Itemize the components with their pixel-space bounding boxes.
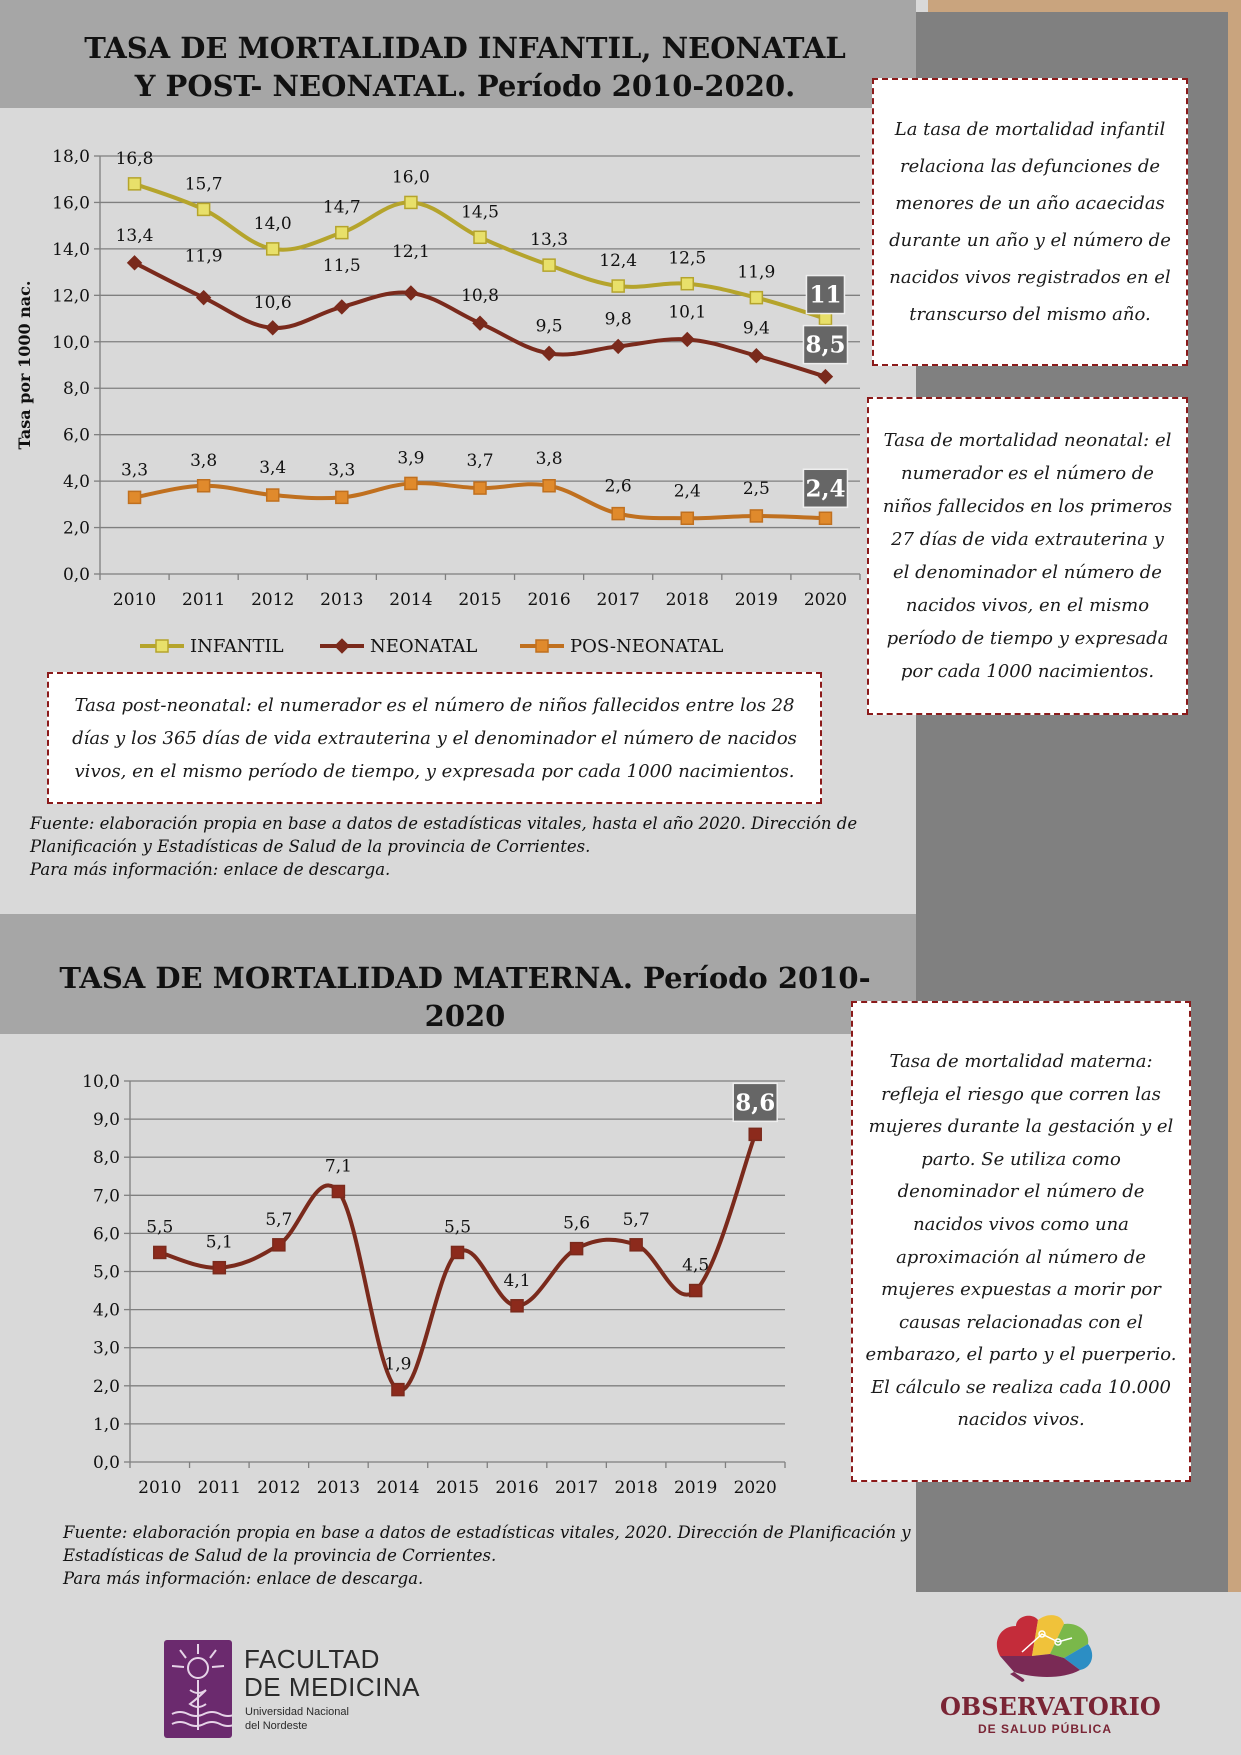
y-tick-label: 8,0 (62, 379, 90, 400)
data-label: 3,3 (328, 460, 356, 481)
y-tick-label: 12,0 (52, 286, 90, 307)
data-point (128, 256, 142, 270)
data-point (404, 286, 418, 300)
title-1-line-2: Y POST- NEONATAL. Período 2010-2020. (134, 68, 796, 103)
x-tick-label: 2018 (665, 590, 709, 610)
data-label: 9,8 (604, 309, 632, 330)
y-tick-label: 16,0 (52, 193, 90, 214)
source-1-line-3: Para más información: enlace de descarga. (30, 860, 391, 879)
logo-observatorio (940, 1608, 1161, 1738)
data-label: 10,8 (461, 286, 499, 307)
x-tick-label: 2020 (803, 590, 848, 610)
series-line-0 (160, 1134, 755, 1390)
facultad-line-2: DE MEDICINA (244, 1672, 420, 1702)
data-label: 5,5 (146, 1217, 174, 1238)
data-label: 10,6 (253, 292, 292, 313)
data-point (681, 512, 693, 524)
data-label: 14,7 (322, 197, 361, 218)
data-label: 3,7 (466, 451, 494, 472)
data-point (335, 300, 349, 314)
y-tick-label: 7,0 (92, 1186, 120, 1207)
data-label: 2,6 (604, 476, 632, 497)
legend-marker (536, 640, 548, 652)
decor-line-right (1228, 0, 1241, 1592)
data-point (612, 280, 624, 292)
data-point (819, 313, 831, 325)
y-tick-label: 5,0 (92, 1262, 120, 1283)
data-point (273, 1239, 285, 1251)
data-label: 10,1 (668, 302, 707, 323)
data-label: 12,4 (599, 251, 638, 272)
data-point (474, 482, 486, 494)
x-tick-label: 2020 (733, 1478, 777, 1498)
data-label: 1,9 (384, 1354, 412, 1375)
x-tick-label: 2015 (458, 590, 502, 610)
x-tick-label: 2016 (527, 590, 571, 610)
data-point (543, 259, 555, 271)
data-label: 9,5 (535, 316, 563, 337)
data-label: 11,9 (737, 262, 776, 283)
x-tick-label: 2016 (495, 1478, 539, 1498)
data-label: 13,3 (530, 230, 569, 251)
data-point (266, 321, 280, 335)
y-tick-label: 6,0 (92, 1224, 120, 1245)
data-label: 9,4 (742, 318, 770, 339)
legend-label: INFANTIL (190, 636, 284, 657)
data-label: 5,1 (205, 1232, 233, 1253)
data-label: 15,7 (184, 174, 223, 195)
note-neonatal-text: Tasa de mortalidad neonatal: el numerador es el número de niños fallecidos en los primeros 27 días de vida extrauterina y el denominador el número de nacidos vivos, en el mismo período de tiempo y expresada por cada 1000 nacimientos. (882, 430, 1173, 682)
title-2-text: TASA DE MORTALIDAD MATERNA. Período 2010-2020 (59, 961, 871, 1033)
data-point (681, 278, 693, 290)
note-postneonatal (47, 672, 822, 804)
x-tick-label: 2019 (734, 590, 778, 610)
facultad-emblem-icon (164, 1640, 232, 1738)
y-tick-label: 4,0 (92, 1300, 120, 1321)
x-tick-label: 2019 (674, 1478, 718, 1498)
facultad-sub-2: del Nordeste (245, 1720, 308, 1732)
data-label: 2,4 (673, 481, 701, 502)
data-label: 14,5 (461, 202, 499, 223)
observatorio-brain-icon (992, 1612, 1096, 1682)
data-point (267, 489, 279, 501)
data-point (129, 178, 141, 190)
x-tick-label: 2015 (435, 1478, 480, 1498)
legend-marker (156, 640, 168, 652)
x-tick-label: 2013 (316, 1478, 361, 1498)
y-tick-label: 4,0 (62, 472, 90, 493)
observatorio-line-2: DE SALUD PÚBLICA (977, 1722, 1112, 1736)
page-title-1 (40, 30, 890, 105)
data-label: 5,6 (563, 1213, 591, 1234)
data-point (392, 1384, 404, 1396)
data-label: 5,7 (622, 1209, 650, 1230)
data-point (213, 1262, 225, 1274)
x-tick-label: 2014 (376, 1478, 420, 1498)
source-1-line-1: Fuente: elaboración propia en base a datos de estadísticas vitales, hasta el año 2020. Dirección de (30, 814, 858, 833)
data-label: 3,3 (121, 460, 149, 481)
data-label-badge: 8,5 (805, 331, 846, 359)
data-label-badge: 2,4 (805, 475, 846, 503)
source-2-line-3: Para más información: enlace de descarga. (63, 1569, 424, 1588)
note-materna (851, 1001, 1191, 1482)
data-label: 3,9 (397, 448, 425, 469)
data-point (630, 1239, 642, 1251)
data-point (336, 227, 348, 239)
source-2-line-2: Estadísticas de Salud de la provincia de Corrientes. (63, 1546, 497, 1565)
data-point (198, 480, 210, 492)
legend-marker (335, 639, 349, 653)
x-tick-label: 2012 (257, 1478, 301, 1498)
note-postneonatal-text: Tasa post-neonatal: el numerador es el número de niños fallecidos entre los 28 días y los 365 días de vida extrauterina y el denominador el número de nacidos vivos, en el mismo período de tiempo, y expresada por cada 1000 nacimientos. (72, 694, 797, 782)
data-label: 5,7 (265, 1209, 293, 1230)
x-tick-label: 2010 (138, 1478, 182, 1498)
y-tick-label: 9,0 (92, 1110, 120, 1131)
data-point (571, 1243, 583, 1255)
data-label: 11,9 (184, 246, 223, 267)
data-point (749, 349, 763, 363)
data-point (749, 1128, 761, 1140)
data-label: 14,0 (253, 213, 292, 234)
data-point (542, 346, 556, 360)
y-tick-label: 0,0 (92, 1453, 120, 1473)
note-materna-text: Tasa de mortalidad materna: refleja el riesgo que corren las mujeres durante la gestación y el parto. Se utiliza como denominador el número de nacidos vivos como una aproximación al número de mujeres expuestas a morir por causas relacionadas con el embarazo, el parto y el puerperio. El cálculo se realiza cada 10.000 nacidos vivos. (865, 1050, 1177, 1431)
data-point (405, 477, 417, 489)
x-tick-label: 2012 (251, 590, 295, 610)
data-point (332, 1185, 344, 1197)
x-tick-label: 2013 (320, 590, 364, 610)
data-label: 7,1 (324, 1156, 352, 1177)
y-tick-label: 10,0 (82, 1072, 120, 1092)
data-point (474, 231, 486, 243)
data-label: 3,4 (259, 458, 287, 479)
note-infantil (872, 78, 1188, 366)
chart-mortalidad-infantil (0, 110, 910, 670)
logo-facultad-medicina (164, 1640, 464, 1740)
x-tick-label: 2010 (112, 590, 157, 610)
source-1-line-2: Planificación y Estadísticas de Salud de la provincia de Corrientes. (30, 837, 591, 856)
data-label: 16,0 (391, 167, 430, 188)
data-point (405, 196, 417, 208)
data-label: 3,8 (190, 450, 218, 471)
data-point (680, 332, 694, 346)
data-point (750, 510, 762, 522)
data-label: 12,5 (668, 248, 707, 269)
x-tick-label: 2011 (197, 1478, 241, 1498)
page-title-2 (20, 960, 910, 1035)
facultad-sub-1: Universidad Nacional (245, 1706, 349, 1718)
note-neonatal (867, 397, 1188, 715)
y-tick-label: 14,0 (52, 239, 90, 260)
data-point (473, 316, 487, 330)
legend-label: NEONATAL (370, 636, 478, 657)
source-2 (63, 1521, 913, 1590)
data-point (129, 491, 141, 503)
data-point (690, 1285, 702, 1297)
separator-band (0, 914, 916, 918)
observatorio-line-1: OBSERVATORIO (940, 1692, 1161, 1721)
data-point (511, 1300, 523, 1312)
x-tick-label: 2014 (389, 590, 433, 610)
facultad-line-1: FACULTAD (244, 1644, 380, 1674)
data-label: 13,4 (115, 225, 154, 246)
data-label: 12,1 (391, 242, 430, 263)
data-point (819, 512, 831, 524)
data-label: 4,1 (503, 1270, 531, 1291)
note-infantil-text: La tasa de mortalidad infantil relaciona las defunciones de menores de un año acaecidas durante un año y el número de nacidos vivos registrados en el transcurso del mismo año. (889, 119, 1171, 325)
chart-mortalidad-materna (0, 1040, 860, 1510)
data-label-badge: 11 (809, 281, 842, 309)
data-label: 5,5 (443, 1217, 472, 1238)
data-point (543, 480, 555, 492)
data-label: 2,5 (742, 478, 770, 499)
data-point (452, 1246, 464, 1258)
y-tick-label: 2,0 (62, 518, 90, 539)
y-tick-label: 0,0 (62, 565, 90, 585)
y-axis-title: Tasa por 1000 nac. (15, 280, 34, 450)
y-tick-label: 10,0 (52, 332, 90, 353)
data-point (612, 508, 624, 520)
data-point (198, 203, 210, 215)
y-tick-label: 1,0 (92, 1414, 120, 1435)
data-point (267, 243, 279, 255)
source-1 (30, 812, 890, 881)
y-tick-label: 18,0 (52, 147, 90, 167)
data-label: 3,8 (535, 448, 563, 469)
y-tick-label: 8,0 (92, 1148, 120, 1169)
x-tick-label: 2017 (554, 1478, 599, 1498)
decor-line-top (928, 0, 1241, 12)
data-label: 16,8 (115, 148, 154, 169)
data-label: 4,5 (682, 1255, 710, 1276)
x-tick-label: 2018 (614, 1478, 658, 1498)
y-tick-label: 6,0 (62, 425, 90, 446)
data-point (197, 291, 211, 305)
y-tick-label: 2,0 (92, 1376, 120, 1397)
data-point (818, 370, 832, 384)
data-point (154, 1246, 166, 1258)
data-label: 11,5 (322, 255, 361, 276)
data-label-badge: 8,6 (735, 1089, 776, 1117)
legend-label: POS-NEONATAL (570, 636, 724, 657)
source-2-line-1: Fuente: elaboración propia en base a datos de estadísticas vitales, 2020. Dirección de Planificación y (63, 1523, 911, 1542)
title-1-line-1: TASA DE MORTALIDAD INFANTIL, NEONATAL (84, 31, 846, 65)
x-tick-label: 2011 (182, 590, 226, 610)
data-point (750, 292, 762, 304)
data-point (336, 491, 348, 503)
x-tick-label: 2017 (596, 590, 640, 610)
y-tick-label: 3,0 (92, 1338, 120, 1359)
